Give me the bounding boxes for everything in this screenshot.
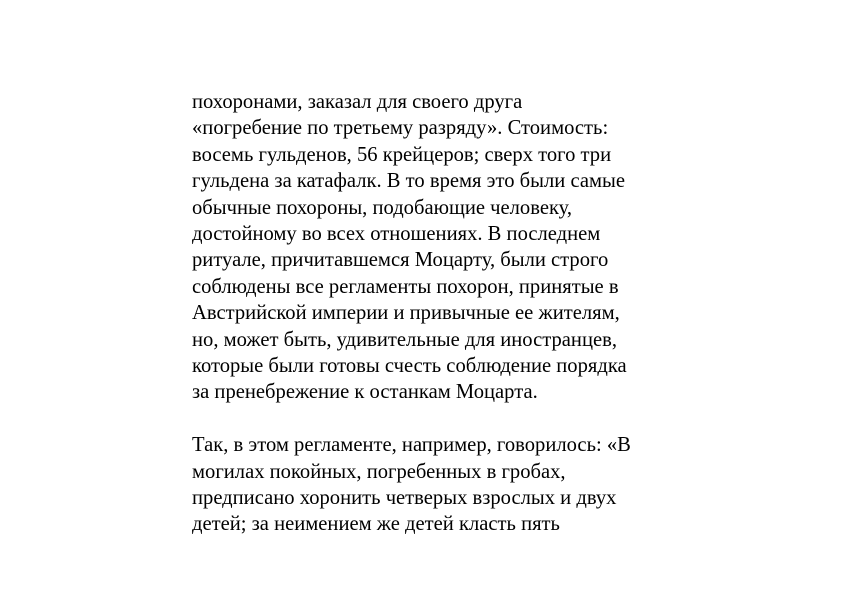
text-line: которые были готовы счесть соблюдение порядка — [192, 355, 627, 378]
text-line: Австрийской империи и привычные ее жителям, — [192, 302, 620, 325]
body-text — [192, 89, 672, 538]
text-line: соблюдены все регламенты похорон, принятые в — [192, 275, 619, 298]
paragraph-2 — [192, 432, 672, 538]
text-line: достойному во всех отношениях. В последнем — [192, 223, 601, 246]
text-line: могилах покойных, погребенных в гробах, — [192, 460, 566, 483]
text-line: восемь гульденов, 56 крейцеров; сверх того три — [192, 143, 612, 166]
text-line: но, может быть, удивительные для иностранцев, — [192, 328, 617, 351]
text-line: за пренебрежение к останкам Моцарта. — [192, 381, 538, 404]
text-line: ритуале, причитавшемся Моцарту, были строго — [192, 249, 609, 272]
text-line: похоронами, заказал для своего друга — [192, 91, 523, 113]
paragraph-1 — [192, 89, 672, 406]
text-line: обычные похороны, подобающие человеку, — [192, 196, 573, 219]
text-line: Так, в этом регламенте, например, говорилось: «В — [192, 434, 631, 457]
text-line: предписано хоронить четверых взрослых и двух — [192, 487, 617, 510]
text-line: гульдена за катафалк. В то время это были самые — [192, 170, 625, 193]
text-line: «погребение по третьему разряду». Стоимость: — [192, 117, 609, 140]
text-line: детей; за неимением же детей класть пять — [192, 513, 560, 536]
